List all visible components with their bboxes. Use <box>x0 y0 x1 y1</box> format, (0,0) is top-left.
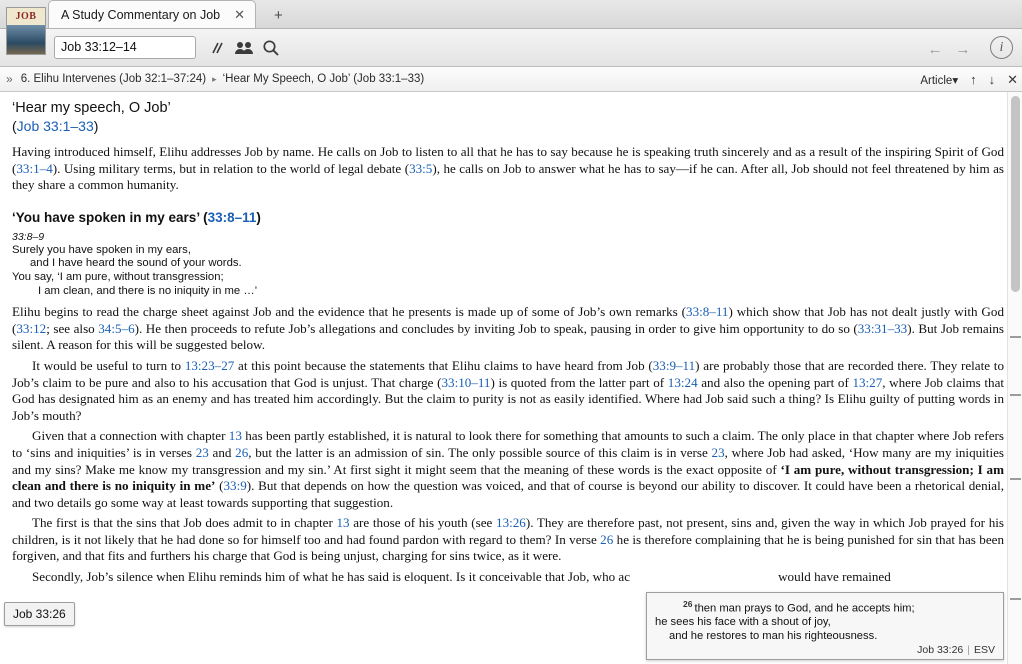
verse-line-1: Surely you have spoken in my ears, <box>12 243 191 256</box>
text-run: ( <box>215 478 224 494</box>
text-run: ). He then proceeds to refute Job’s allegations and concludes by inviting Job to speak, pausing in order to give him opportunity to do so ( <box>134 320 858 336</box>
scripture-link-33-10-11[interactable]: 33:10–11 <box>441 374 491 390</box>
popup-line-3: and he restores to man his righteousness. <box>669 629 878 642</box>
scripture-link-33-9[interactable]: 33:9 <box>223 478 247 494</box>
scroll-marker <box>1010 478 1021 480</box>
tab-title: A Study Commentary on Job <box>61 7 221 22</box>
scripture-link-verse-26[interactable]: 26 <box>235 444 249 460</box>
scripture-link-13-24[interactable]: 13:24 <box>667 374 698 390</box>
scripture-link-verse-23b[interactable]: 23 <box>711 444 725 460</box>
text-run: The first is that the sins that Job does admit to in chapter <box>32 515 337 531</box>
text-run: , where Job claims that God has designated him as an enemy and has treated him accordingly. But the claim to purity is not as easily identified. Where had Job said such a thing? Is Elihu guilty of putting words in Job’s mouth? <box>12 374 1005 423</box>
chevron-down-icon: ▾ <box>952 74 959 87</box>
text-run: ). They are therefore past, not present, sins and, given the way in which Job prayed for his children, is it not likely that he had done so for himself too and had found pardon with regard to them? In verse <box>12 515 1004 547</box>
expand-breadcrumb-icon[interactable]: » <box>6 72 13 86</box>
page-title-reference <box>12 118 1004 134</box>
text-run: ; see also <box>46 320 99 336</box>
scripture-link-33-9-11[interactable]: 33:9–11 <box>652 357 696 373</box>
popup-line-1-text: then man prays to God, and he accepts him; <box>694 602 915 615</box>
text-run: he is therefore complaining that he is being punished for sin that has been forgiven, and that fits and furthers his charge that God is being unjust, charging for sins twice, as it were. <box>12 531 1004 564</box>
scripture-link-verse-23[interactable]: 23 <box>195 444 209 460</box>
text-run: , but the latter is an admission of sin. The only possible source of this claim is in verse <box>248 444 712 460</box>
text-run: ) is quoted from the latter part of <box>490 374 668 390</box>
paragraph-4 <box>12 428 1004 511</box>
tab-study-commentary-on-job[interactable] <box>48 0 256 28</box>
text-run: ) <box>256 209 261 225</box>
text-run: ). But that depends on how the question was voiced, and that of course is beyond our ability to discover. It could have been a rhetorical denial, and two details go some way at least towards supporting that suggestion. <box>12 478 1004 510</box>
popup-footer <box>917 644 995 656</box>
scripture-link-13[interactable]: 13 <box>228 428 242 444</box>
book-cover-title: JOB <box>7 8 45 25</box>
breadcrumb <box>0 67 1022 92</box>
back-button[interactable]: ← <box>927 41 943 58</box>
scripture-link-33-8-11b[interactable]: 33:8–11 <box>686 304 729 320</box>
popup-version: ESV <box>973 644 995 656</box>
quoted-claim: ‘I am pure, without transgression; I am clean and there is no iniquity in me’ <box>12 461 1004 494</box>
hover-reference-tooltip <box>4 602 75 626</box>
close-icon[interactable]: ✕ <box>234 7 246 22</box>
popup-reference: Job 33:26 <box>917 644 964 656</box>
verse-line-2: and I have heard the sound of your words. <box>30 257 242 270</box>
text-run: Elihu begins to read the charge sheet against Job and the evidence that he presents is made up of some of Job’s own remarks ( <box>12 304 687 320</box>
text-run: , where Job had asked, ‘How many are my iniquities and my sins? Make me know my transgression and my sin.’ At first sight it might seem that the meaning of these words is the exact opposite of <box>12 444 1004 477</box>
breadcrumb-controls <box>920 67 1018 92</box>
text-run: ). But Job remains silent. A reason for this will be suggested below. <box>12 320 1004 353</box>
paragraph-6 <box>12 569 1004 586</box>
popup-line-1 <box>655 598 995 616</box>
scripture-preview-popup[interactable] <box>646 592 1004 660</box>
paren-close: ) <box>93 118 99 134</box>
scripture-link-33-12[interactable]: 33:12 <box>16 320 47 336</box>
scroll-marker <box>1010 394 1021 396</box>
scripture-link-13-26[interactable]: 13:26 <box>496 515 526 531</box>
subheading-you-have-spoken <box>12 210 1004 225</box>
text-run: It would be useful to turn to <box>32 357 185 373</box>
scripture-link-13b[interactable]: 13 <box>336 515 350 531</box>
scripture-link-13-23-27[interactable]: 13:23–27 <box>184 357 235 373</box>
text-run: and <box>208 444 236 460</box>
chevron-right-icon: ▸ <box>212 73 217 84</box>
article-dropdown[interactable] <box>920 73 958 87</box>
previous-article-icon[interactable]: ↑ <box>970 72 977 87</box>
tooltip-label: Job 33:26 <box>13 607 66 621</box>
breadcrumb-item-section[interactable]: ‘Hear My Speech, O Job’ (Job 33:1–33) <box>222 73 425 85</box>
paren-open: ( <box>12 118 17 134</box>
close-panel-icon[interactable]: ✕ <box>1007 71 1018 87</box>
scripture-link-33-8-11[interactable]: 33:8–11 <box>207 209 257 225</box>
verse-number: 26 <box>683 599 693 609</box>
text-run: ) are probably those that are recorded there. They relate to Job’s claim to be pure and also to his accusation that God is unjust. That charge ( <box>12 357 1004 390</box>
search-icon[interactable] <box>260 37 282 59</box>
scripture-link-verse-26b[interactable]: 26 <box>600 531 614 547</box>
text-run: has been partly established, it is natural to look there for something that amounts to such a claim. The only place in that chapter where Job refers to ‘sins and iniquities’ is in verses <box>12 428 1004 460</box>
page-title: ‘Hear my speech, O Job’ <box>12 100 171 116</box>
book-cover-art <box>7 25 45 55</box>
people-icon[interactable] <box>233 37 255 59</box>
scripture-link-13-27[interactable]: 13:27 <box>852 374 883 390</box>
reference-input[interactable]: Job 33:12–14 <box>54 36 196 59</box>
text-run: ‘You have spoken in my ears’ ( <box>12 209 208 225</box>
info-icon[interactable]: i <box>990 36 1013 59</box>
popup-separator: | <box>967 644 970 656</box>
popup-line-2: he sees his face with a shout of joy, <box>655 616 831 629</box>
tab-bar <box>0 0 1022 29</box>
scroll-marker <box>1010 336 1021 338</box>
text-run: ). Using military terms, but in relation to the world of legal debate ( <box>52 160 410 176</box>
scripture-link-33-1-4[interactable]: 33:1–4 <box>16 160 53 176</box>
paragraph-3 <box>12 358 1004 424</box>
text-run: Having introduced himself, Elihu addresses Job by name. He calls on Job to listen to all that he has to say because he is speaking truth sincerely and as a result of the inspiring Spirit of God ( <box>12 144 1004 176</box>
popup-verse-text <box>655 598 995 643</box>
article-dropdown-label: Article <box>920 74 953 87</box>
scroll-marker <box>1010 598 1021 600</box>
next-article-icon[interactable]: ↓ <box>988 72 996 87</box>
article-content[interactable] <box>0 92 1022 664</box>
book-cover-thumbnail[interactable] <box>6 7 46 55</box>
paragraph-2 <box>12 304 1004 354</box>
scripture-link-33-31-33[interactable]: 33:31–33 <box>857 320 908 336</box>
scripture-link-34-5-6[interactable]: 34:5–6 <box>98 320 135 336</box>
forward-button[interactable]: → <box>955 41 971 58</box>
text-run: would have remained <box>778 569 891 585</box>
text-run: and also the opening part of <box>697 374 853 390</box>
text-run: are those of his youth (see <box>349 515 497 531</box>
new-tab-button[interactable]: + <box>274 7 283 24</box>
scripture-link-job-33[interactable]: Job 33:1–33 <box>16 118 94 134</box>
text-run: Secondly, Job’s silence when Elihu reminds him of what he has said is eloquent. Is it conceivable that Job, who ac <box>32 569 631 585</box>
text-run: Given that a connection with chapter <box>32 428 229 444</box>
verse-line-3: You say, ‘I am pure, without transgression; <box>12 270 224 283</box>
vertical-scrollbar[interactable] <box>1007 92 1022 664</box>
paragraph-1 <box>12 144 1004 194</box>
paragraph-5 <box>12 515 1004 565</box>
parallel-resources-icon[interactable] <box>206 37 228 59</box>
scrollbar-thumb[interactable] <box>1011 96 1020 292</box>
text-run: at this point because the statements that Elihu claims to have heard from Job ( <box>234 357 653 373</box>
verse-quotation <box>12 244 1004 298</box>
text-run: ) which show that Job has not dealt justly with God ( <box>12 304 1004 336</box>
scripture-link-33-5[interactable]: 33:5 <box>409 160 433 176</box>
verse-reference-label: 33:8–9 <box>12 230 45 243</box>
text-run: ), he calls on Job to answer what he has to say—if he can. After all, Job should not feel threatened by him as they share a common humanity. <box>12 160 1005 193</box>
verse-line-4: I am clean, and there is no iniquity in me …’ <box>38 284 258 297</box>
commentary-text <box>12 92 1004 590</box>
breadcrumb-item-chapter[interactable]: 6. Elihu Intervenes (Job 32:1–37:24) <box>20 73 207 85</box>
